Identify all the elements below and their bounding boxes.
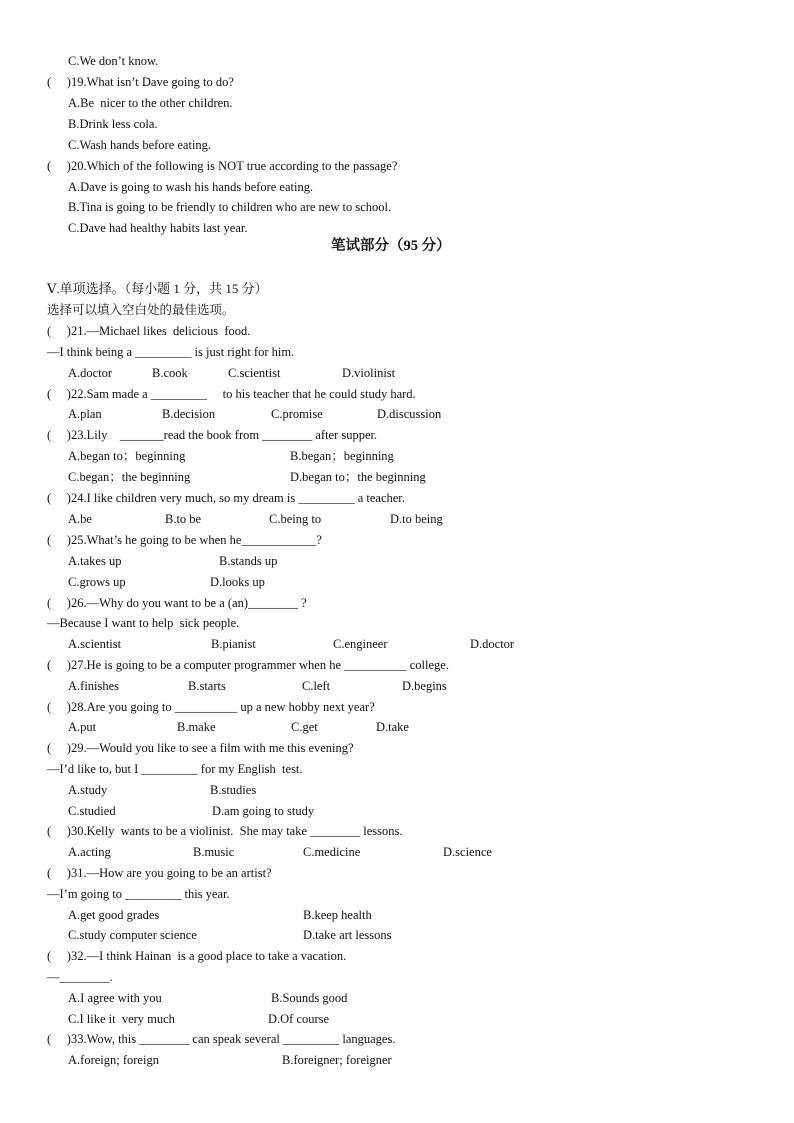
q23-option-c: C.began；the beginning xyxy=(68,470,191,484)
q33-option-b: B.foreigner; foreigner xyxy=(282,1053,392,1067)
q25-option-d: D.looks up xyxy=(210,575,265,589)
q27-option-a: A.finishes xyxy=(68,679,120,693)
question-21-response: —I think being a _________ is just right for him. xyxy=(47,345,295,359)
q19-option-a: A.Be nicer to the other children. xyxy=(68,96,233,110)
question-33: ( )33.Wow, this ________ can speak several _________ languages. xyxy=(47,1032,396,1046)
q23-option-b: B.began；beginning xyxy=(290,449,394,463)
q23-option-d: D.began to；the beginning xyxy=(290,470,426,484)
q20-option-a: A.Dave is going to wash his hands before eating. xyxy=(68,180,314,194)
q28-option-b: B.make xyxy=(177,720,216,734)
section-v-title: Ⅴ.单项选择。（每小题 1 分，共 15 分） xyxy=(47,281,268,296)
q29-option-d: D.am going to study xyxy=(212,804,315,818)
question-31-response: —I’m going to _________ this year. xyxy=(47,887,230,901)
q26-option-d: D.doctor xyxy=(470,637,515,651)
question-25: ( )25.What’s he going to be when he____________? xyxy=(47,533,322,547)
q31-option-d: D.take art lessons xyxy=(303,928,392,942)
q29-option-b: B.studies xyxy=(210,783,257,797)
q32-option-b: B.Sounds good xyxy=(271,991,348,1005)
q30-option-d: D.science xyxy=(443,845,492,859)
q25-option-b: B.stands up xyxy=(219,554,278,568)
question-28: ( )28.Are you going to __________ up a new hobby next year? xyxy=(47,700,375,714)
written-part-heading: 笔试部分（95 分） xyxy=(331,238,451,254)
question-20: ( )20.Which of the following is NOT true according to the passage? xyxy=(47,159,398,173)
question-32: ( )32.—I think Hainan is a good place to take a vacation. xyxy=(47,949,347,963)
q18-option-c: C.We don’t know. xyxy=(68,54,159,68)
q31-option-c: C.study computer science xyxy=(68,928,197,942)
q31-option-b: B.keep health xyxy=(303,908,372,922)
question-21: ( )21.—Michael likes delicious food. xyxy=(47,324,251,338)
q26-option-a: A.scientist xyxy=(68,637,122,651)
q30-option-a: A.acting xyxy=(68,845,111,859)
question-22: ( )22.Sam made a _________ to his teacher that he could study hard. xyxy=(47,387,416,401)
q26-option-b: B.pianist xyxy=(211,637,256,651)
question-30: ( )30.Kelly wants to be a violinist. She may take ________ lessons. xyxy=(47,824,403,838)
q24-option-d: D.to being xyxy=(390,512,443,526)
q19-option-c: C.Wash hands before eating. xyxy=(68,138,212,152)
q32-option-c: C.I like it very much xyxy=(68,1012,175,1026)
q29-option-c: C.studied xyxy=(68,804,116,818)
q24-option-a: A.be xyxy=(68,512,92,526)
q32-option-d: D.Of course xyxy=(268,1012,330,1026)
question-19: ( )19.What isn’t Dave going to do? xyxy=(47,75,234,89)
q28-option-d: D.take xyxy=(376,720,409,734)
q21-option-a: A.doctor xyxy=(68,366,113,380)
q22-option-c: C.promise xyxy=(271,407,323,421)
q31-option-a: A.get good grades xyxy=(68,908,160,922)
q21-option-d: D.violinist xyxy=(342,366,396,380)
question-32-response: —________. xyxy=(47,970,113,984)
q27-option-b: B.starts xyxy=(188,679,226,693)
q28-option-a: A.put xyxy=(68,720,97,734)
q29-option-a: A.study xyxy=(68,783,108,797)
q23-option-a: A.began to；beginning xyxy=(68,449,186,463)
q26-option-c: C.engineer xyxy=(333,637,388,651)
q27-option-d: D.begins xyxy=(402,679,447,693)
q30-option-c: C.medicine xyxy=(303,845,361,859)
q30-option-b: B.music xyxy=(193,845,235,859)
q25-option-a: A.takes up xyxy=(68,554,122,568)
q25-option-c: C.grows up xyxy=(68,575,126,589)
q20-option-c: C.Dave had healthy habits last year. xyxy=(68,221,248,235)
question-27: ( )27.He is going to be a computer programmer when he __________ college. xyxy=(47,658,449,672)
question-24: ( )24.I like children very much, so my dream is _________ a teacher. xyxy=(47,491,405,505)
q21-option-b: B.cook xyxy=(152,366,188,380)
q33-option-a: A.foreign; foreign xyxy=(68,1053,159,1067)
q19-option-b: B.Drink less cola. xyxy=(68,117,158,131)
section-v-instructions: 选择可以填入空白处的最佳选项。 xyxy=(47,303,235,317)
question-23: ( )23.Lily _______read the book from ________ after supper. xyxy=(47,428,378,442)
question-29-response: —I’d like to, but I _________ for my English test. xyxy=(47,762,303,776)
q22-option-d: D.discussion xyxy=(377,407,442,421)
q22-option-a: A.plan xyxy=(68,407,102,421)
question-26-response: —Because I want to help sick people. xyxy=(47,616,240,630)
q21-option-c: C.scientist xyxy=(228,366,281,380)
q24-option-c: C.being to xyxy=(269,512,322,526)
question-31: ( )31.—How are you going to be an artist? xyxy=(47,866,272,880)
q24-option-b: B.to be xyxy=(165,512,202,526)
q22-option-b: B.decision xyxy=(162,407,216,421)
q28-option-c: C.get xyxy=(291,720,318,734)
q27-option-c: C.left xyxy=(302,679,331,693)
q20-option-b: B.Tina is going to be friendly to children who are new to school. xyxy=(68,200,392,214)
question-26: ( )26.—Why do you want to be a (an)________ ? xyxy=(47,596,307,610)
question-29: ( )29.—Would you like to see a film with me this evening? xyxy=(47,741,354,755)
q32-option-a: A.I agree with you xyxy=(68,991,162,1005)
